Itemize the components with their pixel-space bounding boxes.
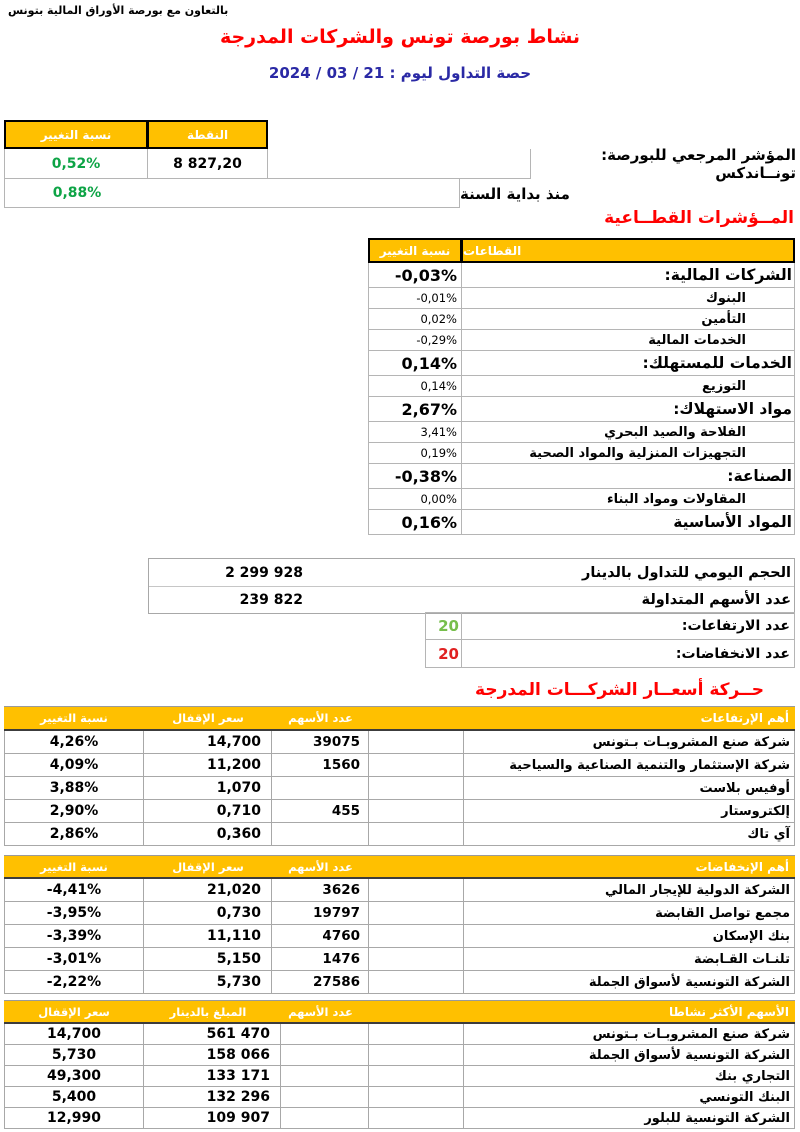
change-value: 4,09% <box>4 754 144 776</box>
company-name: الشركة التونسية لأسواق الجملة <box>464 1045 795 1065</box>
sector-change-value: -0,29% <box>368 330 462 350</box>
shares-value <box>281 1066 369 1086</box>
top-losers-header <box>4 855 795 879</box>
volume-value: 2 299 928 <box>225 564 303 581</box>
sector-change-value: -0,03% <box>368 263 462 287</box>
empty-cell <box>369 971 464 993</box>
sector-change-value: 2,67% <box>368 397 462 421</box>
change-value: -3,01% <box>4 948 144 970</box>
shares-row <box>149 586 794 613</box>
sector-change-value: -0,38% <box>368 464 462 488</box>
change-value: 2,90% <box>4 800 144 822</box>
table-row <box>4 1024 795 1045</box>
company-name: مجمع تواصل القابضة <box>464 902 795 924</box>
top-gainers-title: أهم الإرتفاعات <box>700 711 789 725</box>
sector-change-header: نسبة التغيير <box>368 238 462 263</box>
index-ytd-label: منذ بداية السنة <box>460 184 570 203</box>
amount-value: 158 066 <box>144 1045 281 1065</box>
sector-change-value: 0,14% <box>368 376 462 396</box>
sector-row <box>368 422 795 443</box>
sector-table-header <box>368 238 795 263</box>
daily-summary-box <box>148 558 795 614</box>
table-row <box>4 823 795 846</box>
sector-label: التأمين <box>462 309 795 329</box>
index-empty-cell <box>268 149 531 179</box>
change-value: -3,95% <box>4 902 144 924</box>
table-row <box>4 925 795 948</box>
table-row <box>4 731 795 754</box>
page-title: نشاط بورصة تونس والشركات المدرجة <box>219 26 581 48</box>
index-row-label: المؤشر المرجعي للبورصة: تونــاندكس <box>601 146 796 182</box>
shares-value: 27586 <box>272 971 369 993</box>
close-price-value: 5,730 <box>144 971 272 993</box>
index-points-header: النقطة <box>148 120 268 149</box>
top-gainers-table <box>4 706 795 846</box>
table-row <box>4 754 795 777</box>
amount-value: 109 907 <box>144 1108 281 1128</box>
index-row-tunindex <box>4 146 796 182</box>
shares-value: 239 822 <box>239 592 303 608</box>
sector-label: الصناعة: <box>462 464 795 488</box>
sector-label: المواد الأساسية <box>462 510 795 534</box>
index-change-value: 0,52% <box>4 149 148 179</box>
sector-row <box>368 351 795 376</box>
sector-change-value: 0,14% <box>368 351 462 375</box>
index-table-header <box>4 120 796 149</box>
sector-label: الخدمات للمستهلك: <box>462 351 795 375</box>
table-row <box>4 971 795 994</box>
sector-label: الفلاحة والصيد البحري <box>462 422 795 442</box>
close-price-col-header: سعر الإقفال <box>172 859 244 874</box>
company-name: شركة الإستثمار والتنمية الصناعية والسياحية <box>464 754 795 776</box>
index-points-value: 8 827,20 <box>148 149 268 179</box>
table-row <box>4 879 795 902</box>
sector-table <box>368 238 795 535</box>
close-price-col-header: سعر الإقفال <box>38 1004 110 1019</box>
empty-cell <box>369 800 464 822</box>
empty-cell <box>369 754 464 776</box>
close-price-value: 49,300 <box>4 1066 144 1086</box>
empty-cell <box>369 1024 464 1044</box>
company-name: التجاري بنك <box>464 1066 795 1086</box>
sector-label: البنوك <box>462 288 795 308</box>
close-price-value: 5,150 <box>144 948 272 970</box>
change-value: 2,86% <box>4 823 144 845</box>
declines-label: عدد الانخفاضات: <box>462 640 795 668</box>
index-ytd-cell <box>4 179 460 208</box>
company-name: شركة صنع المشروبـات بـتونس <box>464 1024 795 1044</box>
session-date-line: حصة التداول ليوم : 21 / 03 / 2024 <box>268 64 532 82</box>
shares-value <box>272 823 369 845</box>
close-price-value: 14,700 <box>4 1024 144 1044</box>
table-row <box>4 800 795 823</box>
shares-col-header: عدد الأسهم <box>288 711 353 725</box>
table-row <box>4 1108 795 1129</box>
sector-label: التوزيع <box>462 376 795 396</box>
company-name: الشركة التونسية للبلور <box>464 1108 795 1128</box>
shares-value: 4760 <box>272 925 369 947</box>
most-active-header <box>4 1000 795 1024</box>
index-change-header: نسبة التغيير <box>4 120 148 149</box>
table-row <box>4 948 795 971</box>
shares-value <box>281 1087 369 1107</box>
sector-label: الخدمات المالية <box>462 330 795 350</box>
change-value: 4,26% <box>4 731 144 753</box>
sector-label: مواد الاستهلاك: <box>462 397 795 421</box>
advances-count: 20 <box>425 612 462 640</box>
index-table <box>4 120 796 208</box>
sector-section-heading: المــؤشرات القطــاعية <box>604 208 794 228</box>
empty-cell <box>369 948 464 970</box>
shares-value: 1476 <box>272 948 369 970</box>
empty-cell <box>369 823 464 845</box>
volume-row <box>149 559 794 586</box>
empty-cell <box>369 731 464 753</box>
empty-cell <box>369 879 464 901</box>
sector-change-value: 0,02% <box>368 309 462 329</box>
shares-value <box>281 1024 369 1044</box>
empty-cell <box>369 777 464 799</box>
close-price-value: 5,730 <box>4 1045 144 1065</box>
movement-section-heading: حــركة أسعــار الشركـــات المدرجة <box>475 680 764 700</box>
close-price-value: 1,070 <box>144 777 272 799</box>
close-price-value: 0,360 <box>144 823 272 845</box>
table-row <box>4 777 795 800</box>
company-name: شركة صنع المشروبـات بـتونس <box>464 731 795 753</box>
change-value: -2,22% <box>4 971 144 993</box>
sector-row <box>368 510 795 535</box>
close-price-value: 11,200 <box>144 754 272 776</box>
empty-cell <box>369 925 464 947</box>
amount-value: 133 171 <box>144 1066 281 1086</box>
change-value: -3,39% <box>4 925 144 947</box>
table-row <box>4 1066 795 1087</box>
sector-change-value: 3,41% <box>368 422 462 442</box>
sector-row <box>368 397 795 422</box>
sector-label: المقاولات ومواد البناء <box>462 489 795 509</box>
amount-value: 132 296 <box>144 1087 281 1107</box>
sector-change-value: -0,01% <box>368 288 462 308</box>
close-price-value: 11,110 <box>144 925 272 947</box>
shares-value: 1560 <box>272 754 369 776</box>
empty-cell <box>369 1087 464 1107</box>
amount-col-header: المبلغ بالدينار <box>169 1004 247 1019</box>
company-name: تلنـات القـابضة <box>464 948 795 970</box>
close-price-value: 12,990 <box>4 1108 144 1128</box>
most-active-title: الأسهم الأكثر نشاطا <box>669 1004 789 1019</box>
shares-col-header: عدد الأسهم <box>288 1004 353 1019</box>
advance-decline-counts <box>425 612 795 668</box>
shares-col-header: عدد الأسهم <box>288 859 353 874</box>
sector-row <box>368 288 795 309</box>
table-row <box>4 1045 795 1066</box>
most-active-table <box>4 1000 795 1129</box>
company-name: الشركة الدولية للإيجار المالي <box>464 879 795 901</box>
shares-value <box>272 777 369 799</box>
sector-row <box>368 263 795 288</box>
close-price-value: 5,400 <box>4 1087 144 1107</box>
empty-cell <box>369 1066 464 1086</box>
shares-value: 455 <box>272 800 369 822</box>
advances-row <box>425 612 795 640</box>
company-name: الشركة التونسية لأسواق الجملة <box>464 971 795 993</box>
amount-value: 561 470 <box>144 1024 281 1044</box>
shares-value <box>281 1108 369 1128</box>
sector-row <box>368 330 795 351</box>
change-value: 3,88% <box>4 777 144 799</box>
sector-row <box>368 443 795 464</box>
sector-row <box>368 489 795 510</box>
declines-row <box>425 640 795 668</box>
index-ytd-change-value: 0,88% <box>52 185 102 201</box>
cooperation-note: بالتعاون مع بورصة الأوراق المالية بتونس <box>8 4 229 17</box>
company-name: آي تاك <box>464 823 795 845</box>
company-name: إلكتروستار <box>464 800 795 822</box>
declines-count: 20 <box>425 640 462 668</box>
advances-label: عدد الارتفاعات: <box>462 612 795 640</box>
sector-change-value: 0,00% <box>368 489 462 509</box>
company-name: البنك التونسي <box>464 1087 795 1107</box>
change-col-header: نسبة التغيير <box>40 711 108 725</box>
close-price-col-header: سعر الإقفال <box>172 711 244 725</box>
shares-value: 19797 <box>272 902 369 924</box>
volume-label: الحجم اليومي للتداول بالدينار <box>582 564 791 581</box>
table-row <box>4 1087 795 1108</box>
empty-cell <box>369 1108 464 1128</box>
company-name: بنك الإسكان <box>464 925 795 947</box>
top-losers-table <box>4 855 795 994</box>
empty-cell <box>369 1045 464 1065</box>
top-gainers-header <box>4 706 795 731</box>
top-losers-title: أهم الإنخفاضات <box>695 859 789 874</box>
close-price-value: 0,710 <box>144 800 272 822</box>
sector-change-value: 0,16% <box>368 510 462 534</box>
sector-change-value: 0,19% <box>368 443 462 463</box>
index-row-ytd <box>4 179 796 208</box>
shares-value: 39075 <box>272 731 369 753</box>
change-col-header: نسبة التغيير <box>40 859 108 874</box>
close-price-value: 14,700 <box>144 731 272 753</box>
sector-name-header: القطاعات <box>462 238 795 263</box>
shares-value: 3626 <box>272 879 369 901</box>
close-price-value: 21,020 <box>144 879 272 901</box>
change-value: -4,41% <box>4 879 144 901</box>
close-price-value: 0,730 <box>144 902 272 924</box>
sector-label: التجهيزات المنزلية والمواد الصحية <box>462 443 795 463</box>
shares-value <box>281 1045 369 1065</box>
sector-row <box>368 309 795 330</box>
sector-row <box>368 464 795 489</box>
empty-cell <box>369 902 464 924</box>
company-name: أوفيس بلاست <box>464 777 795 799</box>
shares-label: عدد الأسهم المتداولة <box>641 592 791 608</box>
sector-row <box>368 376 795 397</box>
table-row <box>4 902 795 925</box>
sector-label: الشركات المالية: <box>462 263 795 287</box>
